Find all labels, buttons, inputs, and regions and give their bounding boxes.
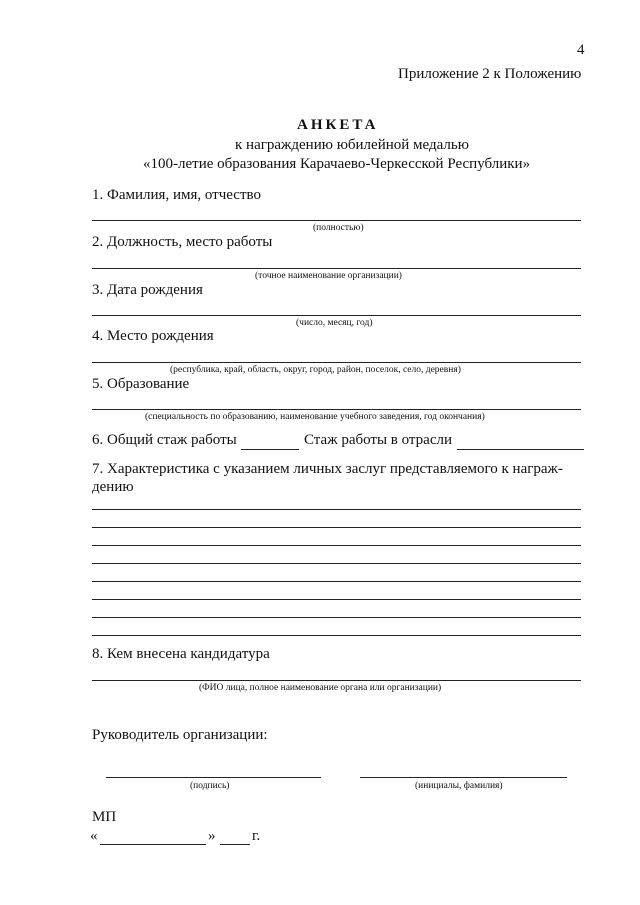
birth-place-hint: (республика, край, область, округ, город, район, поселок, село, деревня) (170, 365, 461, 375)
signature-line[interactable] (106, 777, 321, 778)
full-name-line[interactable] (92, 220, 581, 221)
field-full-name-label: 1. Фамилия, имя, отчество (92, 187, 261, 203)
position-hint: (точное наименование организации) (255, 271, 402, 281)
head-of-organization-label: Руководитель организации: (92, 727, 268, 743)
date-close-quote: » (208, 828, 216, 844)
education-line[interactable] (92, 409, 581, 410)
birth-place-line[interactable] (92, 362, 581, 363)
characteristic-line[interactable] (92, 617, 581, 618)
characteristic-line[interactable] (92, 509, 581, 510)
date-open-quote: « (90, 828, 98, 844)
birth-date-line[interactable] (92, 315, 581, 316)
characteristic-line[interactable] (92, 545, 581, 546)
field-education-label: 5. Образование (92, 376, 190, 392)
date-year-line[interactable] (220, 844, 250, 845)
stamp-place: МП (92, 809, 117, 825)
birth-date-hint: (число, месяц, год) (296, 318, 373, 328)
field-nominated-by-label: 8. Кем внесена кандидатура (92, 646, 270, 662)
page-number: 4 (577, 42, 585, 58)
position-line[interactable] (92, 268, 581, 269)
appendix-reference: Приложение 2 к Положению (398, 66, 582, 82)
signature-hint: (подпись) (190, 781, 230, 791)
name-initials-hint: (инициалы, фамилия) (415, 781, 503, 791)
field-position-label: 2. Должность, место работы (92, 234, 273, 250)
field-birth-place-label: 4. Место рождения (92, 328, 214, 344)
characteristic-line[interactable] (92, 599, 581, 600)
field-birth-date-label: 3. Дата рождения (92, 282, 203, 298)
education-hint: (специальность по образованию, наименование учебного заведения, год окончания) (145, 412, 485, 422)
form-subtitle: к награждению юбилейной медалью (235, 137, 469, 153)
field-characteristic-label: 7. Характеристика с указанием личных заслуг представляемого к награж- (92, 461, 563, 477)
date-day-month-line[interactable] (100, 844, 206, 845)
field-total-experience-label: 6. Общий стаж работы (92, 432, 237, 448)
characteristic-line[interactable] (92, 581, 581, 582)
characteristic-line[interactable] (92, 563, 581, 564)
form-title: АНКЕТА (297, 117, 379, 133)
year-suffix: г. (252, 828, 261, 844)
total-experience-line[interactable] (241, 449, 299, 450)
nominated-by-line[interactable] (92, 680, 581, 681)
industry-experience-line[interactable] (457, 449, 584, 450)
field-industry-experience-label: Стаж работы в отрасли (304, 432, 452, 448)
characteristic-line[interactable] (92, 635, 581, 636)
full-name-hint: (полностью) (313, 223, 364, 233)
characteristic-line[interactable] (92, 527, 581, 528)
nominated-by-hint: (ФИО лица, полное наименование органа или организации) (199, 683, 442, 693)
name-initials-line[interactable] (360, 777, 567, 778)
medal-name: «100-летие образования Карачаево-Черкесской Республики» (143, 156, 531, 172)
field-characteristic-label-cont: дению (92, 479, 134, 495)
